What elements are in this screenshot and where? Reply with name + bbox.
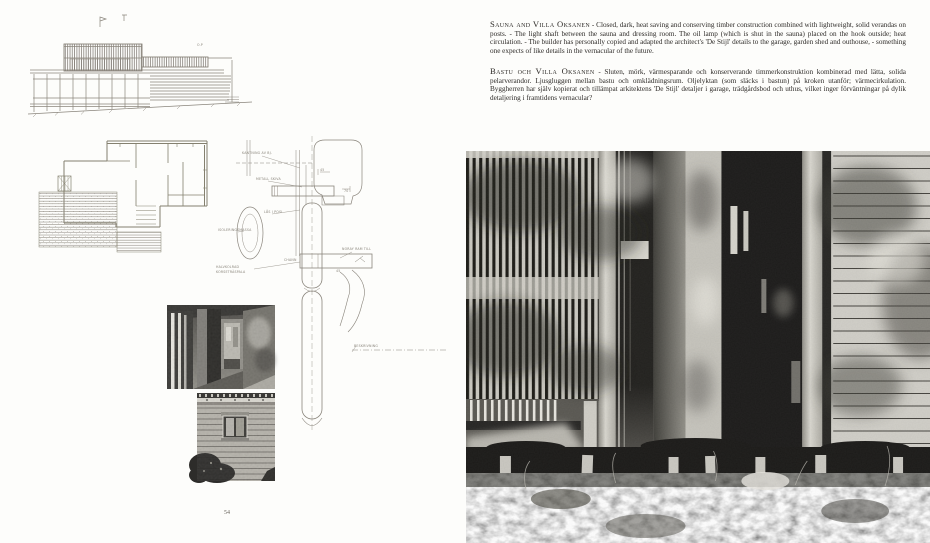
detail-annotation: ISOLERINGSMASSA: [218, 228, 252, 232]
detail-annotation: METALL SKIVA: [256, 177, 281, 181]
detail-annotation: BESKRIVNING: [354, 344, 379, 348]
floor-plan-drawing: [39, 141, 207, 252]
detail-annotation: NORAY RAM TILL: [342, 247, 372, 251]
detail-annotation: KORSETRÄSPALA: [216, 270, 246, 274]
facade-detail-photo: [189, 393, 275, 483]
paragraph-english: [490, 20, 906, 55]
elevation-drawing: [28, 15, 252, 117]
photo-grain: [466, 151, 930, 543]
detail-annotation: KANTNING AV BJ.: [242, 151, 273, 155]
veranda-photo: [167, 305, 275, 389]
detail-annotation: LÅS I POSI: [264, 210, 283, 214]
paragraph-lead: Bastu och Villa Oksanen: [490, 66, 595, 76]
detail-annotation: 45: [336, 269, 341, 273]
detail-annotation: O.P: [197, 43, 203, 47]
detail-annotation: 45: [320, 168, 325, 172]
page-number: 54: [224, 510, 230, 516]
right-page: [465, 0, 930, 543]
paragraph-lead: Sauna and Villa Oksanen: [490, 19, 591, 29]
paragraph-swedish: [490, 67, 906, 102]
text-block: [490, 20, 906, 114]
detail-annotation: CHANN: [284, 258, 297, 262]
detail-annotations: [197, 43, 378, 348]
villa-facade-photo: [466, 151, 930, 543]
paragraph-body: - Closed, dark, heat saving and conserving timber construction combined with lightweight, solid verandas on posts. - The light shaft between the sauna and dressing room. The oil lamp (which is shut in the sauna) placed on the hook outside; heat circulation. - The builder has personally copied and adapted the architect's 'De Stijl' details to the garage, garden shed and outhouse, - something one expects of like details in the vernacular of the future.: [490, 21, 906, 55]
detail-annotation: 70: [344, 189, 349, 193]
paragraph-body: - Sluten, mörk, värmesparande och konserverande timmerkonstruktion kombinerad med lätta, solida pelarverandor. Ljusgluggen mellan bastu och omklädningsrum. Oljelyktan (som släcks i bastun) på kroken utanför; värmecirkulation. Byggherren har själv kopierat och tillämpat arkitektens 'De Stijl' detaljer i garage, trädgårdsbod och uthus, vilket inger förväntningar på dylik detaljering i framtidens vernacular?: [490, 68, 906, 102]
detail-annotation: HALVKOLRAD: [216, 265, 240, 269]
